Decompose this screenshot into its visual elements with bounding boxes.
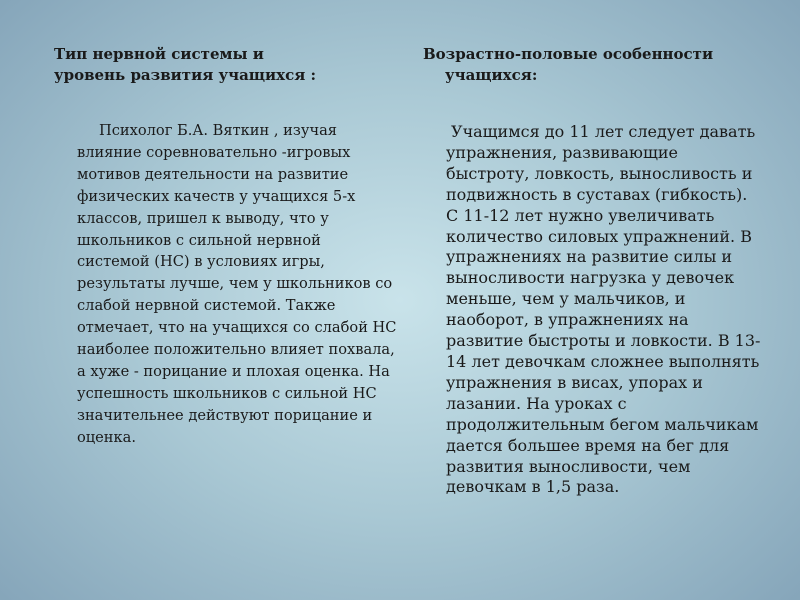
left-heading-line2: уровень развития учащихся : bbox=[54, 66, 317, 84]
right-heading bbox=[423, 44, 763, 86]
right-heading-line1: Возрастно-половые особенности bbox=[423, 45, 714, 63]
left-heading bbox=[54, 44, 374, 86]
left-body-content: Психолог Б.А. Вяткин , изучая влияние соревновательно -игровых мотивов деятельности на развитие физических качеств у учащихся 5-х классов, пришел к выводу, что у школьников с сильной нервной системой (НС) в условиях игры, результаты лучше, чем у школьников со слабой нервной системой. Также отмечает, что на учащихся со слабой НС наиболее положительно влияет похвала, а хуже - порицание и плохая оценка. На успешность школьников с сильной НС значительнее действуют порицание и оценка. bbox=[77, 122, 397, 446]
left-body-text bbox=[77, 120, 397, 449]
right-body-content: Учащимся до 11 лет следует давать упражнения, развивающие быстроту, ловкость, выносливость и подвижность в суставах (гибкость). С 11-12 лет нужно увеличивать количество силовых упражнений. В упражнениях на развитие силы и выносливости нагрузка у девочек меньше, чем у мальчиков, и наоборот, в упражнениях на развитие быстроты и ловкости. В 13-14 лет девочкам сложнее выполнять упражнения в висах, упорах и лазании. На уроках с продолжительным бегом мальчикам дается большее время на бег для развития выносливости, чем девочкам в 1,5 раза. bbox=[446, 122, 761, 497]
left-heading-line1: Тип нервной системы и bbox=[54, 45, 264, 63]
right-body-text bbox=[446, 122, 761, 498]
right-heading-line2: учащихся: bbox=[445, 66, 538, 84]
